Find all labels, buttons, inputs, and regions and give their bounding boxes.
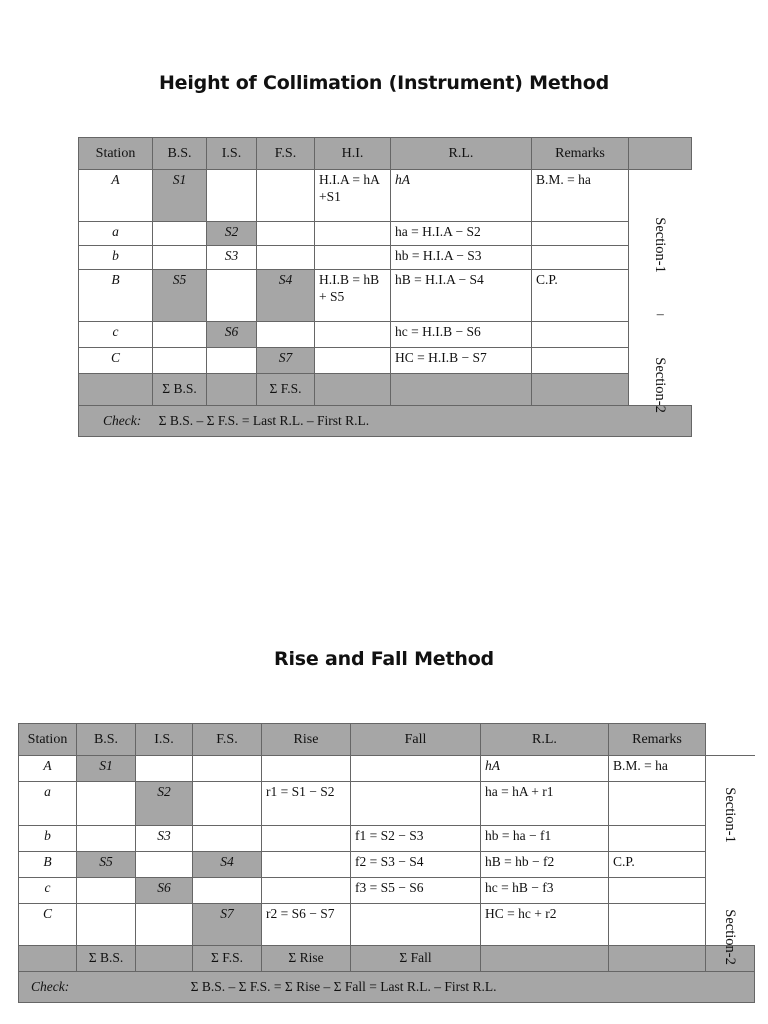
station-cell: b (19, 826, 77, 852)
hi-cell (315, 322, 391, 348)
hi-method-table (78, 137, 692, 437)
header-bs: B.S. (77, 724, 136, 756)
rl-cell: hA (391, 170, 532, 222)
station-cell: a (79, 222, 153, 246)
table-row (79, 270, 692, 322)
header-is: I.S. (136, 724, 193, 756)
totals-row (19, 946, 755, 972)
totals-station-cell (79, 374, 153, 406)
header-rl: R.L. (391, 138, 532, 170)
page-title-hi-method: Height of Collimation (Instrument) Method (158, 72, 610, 94)
totals-row (79, 374, 692, 406)
fs-cell: S4 (193, 852, 262, 878)
table-row (19, 756, 755, 782)
total-rise: Σ Rise (262, 946, 351, 972)
section-1-label: Section-1 (722, 787, 739, 843)
is-cell (207, 270, 257, 322)
remarks-cell (532, 246, 629, 270)
section-2-label: Section-2 (722, 909, 739, 965)
table-row (19, 826, 755, 852)
header-station: Station (79, 138, 153, 170)
totals-remarks-cell (609, 946, 706, 972)
fall-cell (351, 782, 481, 826)
table-header-row (19, 724, 755, 756)
bs-cell (153, 348, 207, 374)
total-bs: Σ B.S. (153, 374, 207, 406)
is-cell (207, 348, 257, 374)
station-cell: a (19, 782, 77, 826)
check-row (19, 972, 755, 1003)
fs-cell (257, 246, 315, 270)
table-row (79, 348, 692, 374)
hi-cell: H.I.A = hA +S1 (315, 170, 391, 222)
bs-cell: S1 (77, 756, 136, 782)
bs-cell: S5 (77, 852, 136, 878)
header-hi: H.I. (315, 138, 391, 170)
remarks-cell (609, 904, 706, 946)
hi-cell (315, 348, 391, 374)
is-cell: S6 (136, 878, 193, 904)
rl-cell: ha = hA + r1 (481, 782, 609, 826)
section-2-label: Section-2 (652, 357, 669, 413)
is-cell: S2 (136, 782, 193, 826)
remarks-cell: B.M. = ha (609, 756, 706, 782)
rl-cell: hb = H.I.A − S3 (391, 246, 532, 270)
header-section (629, 138, 692, 170)
is-cell (207, 170, 257, 222)
table-row (79, 222, 692, 246)
fs-cell (193, 878, 262, 904)
rise-cell (262, 826, 351, 852)
totals-rl-cell (391, 374, 532, 406)
bs-cell (77, 826, 136, 852)
rl-cell: hB = H.I.A − S4 (391, 270, 532, 322)
table-row (19, 782, 755, 826)
header-bs: B.S. (153, 138, 207, 170)
is-cell: S2 (207, 222, 257, 246)
remarks-cell: C.P. (532, 270, 629, 322)
total-fall: Σ Fall (351, 946, 481, 972)
station-cell: c (79, 322, 153, 348)
rise-cell (262, 756, 351, 782)
rl-cell: hc = H.I.B − S6 (391, 322, 532, 348)
rl-cell: hb = ha − f1 (481, 826, 609, 852)
check-label: Check: (103, 412, 142, 428)
fall-cell: f3 = S5 − S6 (351, 878, 481, 904)
rise-cell (262, 852, 351, 878)
fs-cell (257, 170, 315, 222)
fall-cell (351, 756, 481, 782)
check-cell (19, 972, 755, 1003)
section-divider: – (656, 307, 664, 322)
table-header-row (79, 138, 692, 170)
header-remarks: Remarks (609, 724, 706, 756)
remarks-cell (609, 826, 706, 852)
fs-cell (193, 826, 262, 852)
fall-cell: f1 = S2 − S3 (351, 826, 481, 852)
table-row (19, 878, 755, 904)
bs-cell (153, 246, 207, 270)
rl-cell: HC = H.I.B − S7 (391, 348, 532, 374)
station-cell: B (79, 270, 153, 322)
header-rl: R.L. (481, 724, 609, 756)
bs-cell (77, 904, 136, 946)
bs-cell: S1 (153, 170, 207, 222)
header-fall: Fall (351, 724, 481, 756)
check-formula: Σ B.S. – Σ F.S. = Last R.L. – First R.L. (158, 412, 370, 428)
remarks-cell (532, 222, 629, 246)
station-cell: A (79, 170, 153, 222)
section-1-label: Section-1 (652, 217, 669, 273)
check-cell (79, 406, 692, 437)
remarks-cell (532, 322, 629, 348)
bs-cell (77, 878, 136, 904)
remarks-cell: B.M. = ha (532, 170, 629, 222)
header-fs: F.S. (193, 724, 262, 756)
table-row (79, 322, 692, 348)
fall-cell (351, 904, 481, 946)
total-fs: Σ F.S. (257, 374, 315, 406)
remarks-cell (609, 878, 706, 904)
rl-cell: hB = hb − f2 (481, 852, 609, 878)
fs-cell (257, 322, 315, 348)
station-cell: C (79, 348, 153, 374)
fall-cell: f2 = S3 − S4 (351, 852, 481, 878)
is-cell: S6 (207, 322, 257, 348)
total-fs: Σ F.S. (193, 946, 262, 972)
check-row (79, 406, 692, 437)
fs-cell: S7 (193, 904, 262, 946)
hi-cell (315, 222, 391, 246)
station-cell: A (19, 756, 77, 782)
table-row (79, 170, 692, 222)
rise-fall-table (18, 723, 755, 1003)
totals-is-cell (136, 946, 193, 972)
rise-cell: r2 = S6 − S7 (262, 904, 351, 946)
rl-cell: hc = hB − f3 (481, 878, 609, 904)
hi-cell: H.I.B = hB + S5 (315, 270, 391, 322)
header-section (706, 724, 755, 756)
fs-cell (257, 222, 315, 246)
is-cell (136, 904, 193, 946)
station-cell: C (19, 904, 77, 946)
section-column (706, 756, 755, 965)
header-fs: F.S. (257, 138, 315, 170)
totals-is-cell (207, 374, 257, 406)
check-label: Check: (31, 978, 70, 994)
header-remarks: Remarks (532, 138, 629, 170)
header-is: I.S. (207, 138, 257, 170)
rl-cell: ha = H.I.A − S2 (391, 222, 532, 246)
totals-rl-cell (481, 946, 609, 972)
is-cell: S3 (136, 826, 193, 852)
rise-cell (262, 878, 351, 904)
is-cell: S3 (207, 246, 257, 270)
check-formula: Σ B.S. – Σ F.S. = Σ Rise – Σ Fall = Last R.L. – First R.L. (190, 978, 497, 994)
header-station: Station (19, 724, 77, 756)
totals-hi-cell (315, 374, 391, 406)
totals-remarks-cell (532, 374, 629, 406)
bs-cell (77, 782, 136, 826)
remarks-cell (532, 348, 629, 374)
remarks-cell: C.P. (609, 852, 706, 878)
totals-station-cell (19, 946, 77, 972)
page-title-rise-fall-method: Rise and Fall Method (274, 648, 494, 670)
header-rise: Rise (262, 724, 351, 756)
bs-cell: S5 (153, 270, 207, 322)
bs-cell (153, 222, 207, 246)
hi-cell (315, 246, 391, 270)
fs-cell: S7 (257, 348, 315, 374)
station-cell: B (19, 852, 77, 878)
station-cell: b (79, 246, 153, 270)
total-bs: Σ B.S. (77, 946, 136, 972)
bs-cell (153, 322, 207, 348)
fs-cell (193, 756, 262, 782)
fs-cell (193, 782, 262, 826)
station-cell: c (19, 878, 77, 904)
fs-cell: S4 (257, 270, 315, 322)
table-row (19, 904, 755, 946)
section-column (629, 170, 692, 413)
table-row (79, 246, 692, 270)
rise-cell: r1 = S1 − S2 (262, 782, 351, 826)
is-cell (136, 852, 193, 878)
is-cell (136, 756, 193, 782)
table-row (19, 852, 755, 878)
rl-cell: hA (481, 756, 609, 782)
rl-cell: HC = hc + r2 (481, 904, 609, 946)
remarks-cell (609, 782, 706, 826)
